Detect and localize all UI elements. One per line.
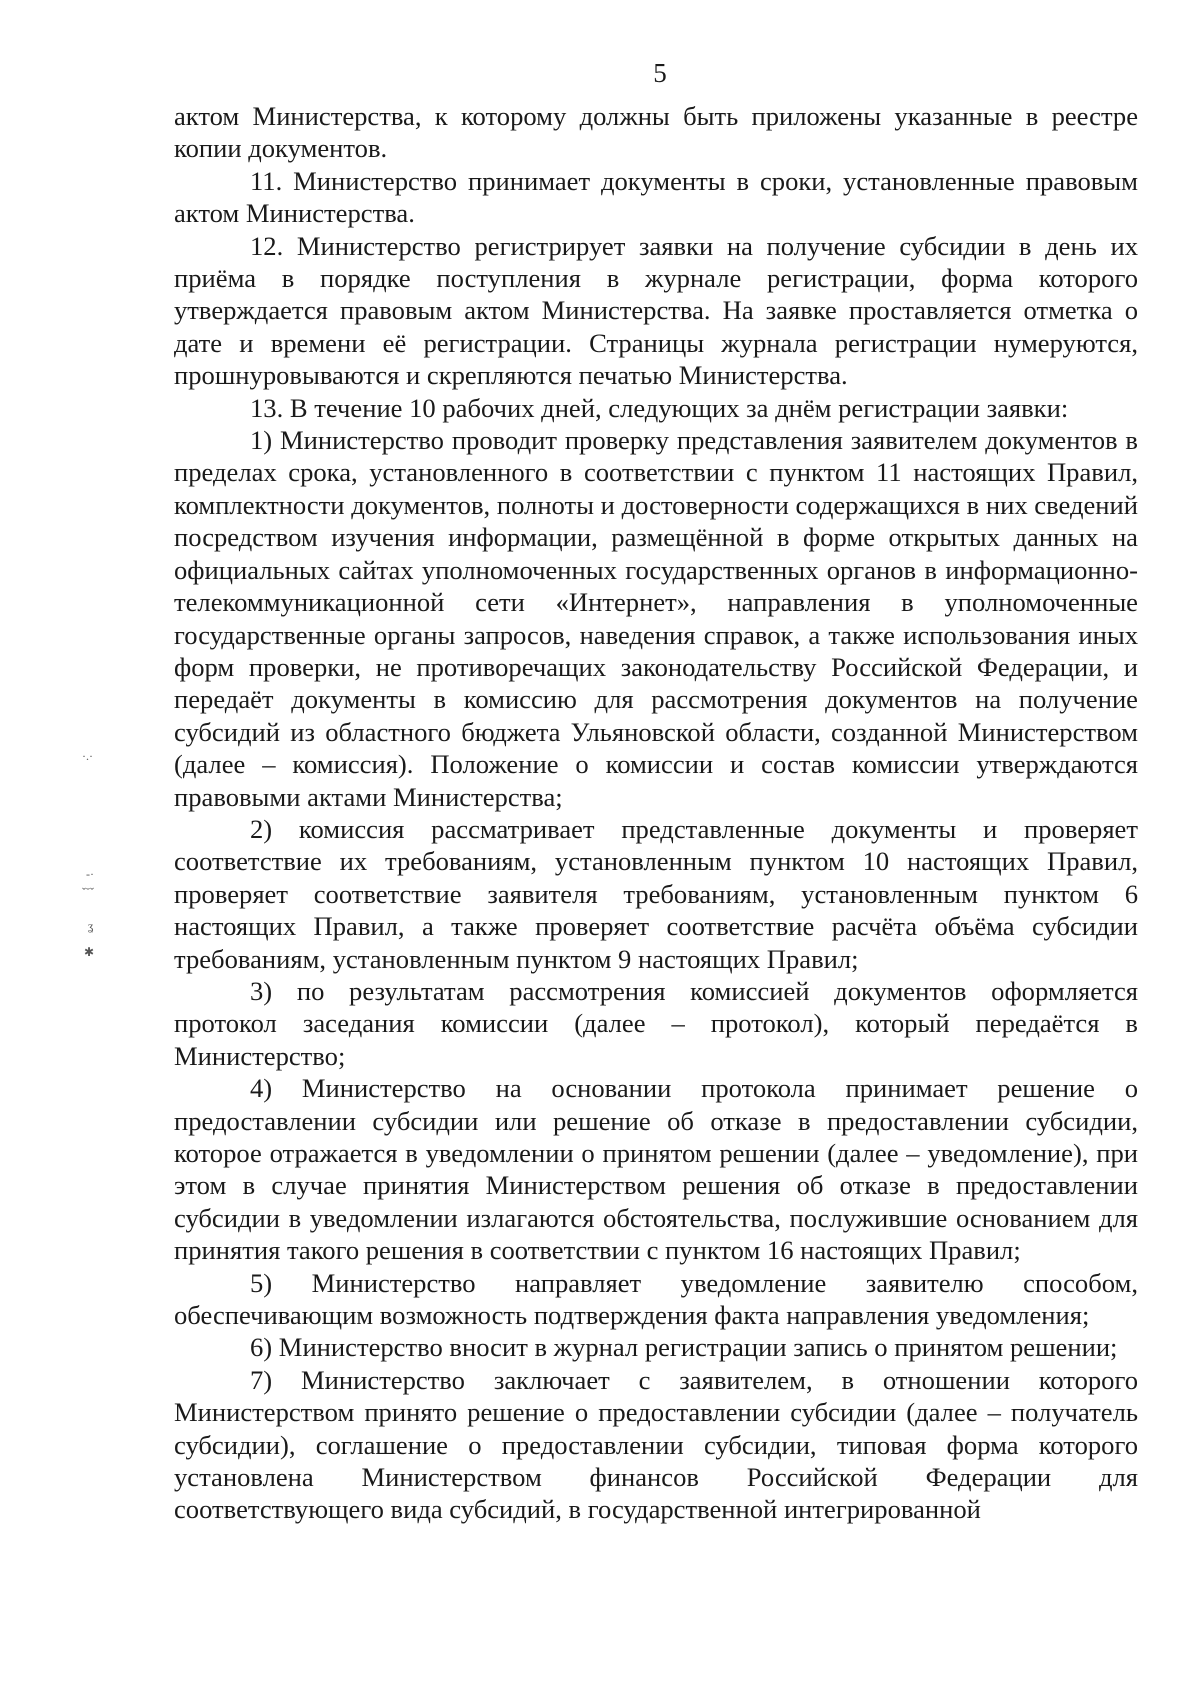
subitem-6: 6) Министерство вносит в журнал регистрации запись о принятом решении; (250, 1332, 1118, 1363)
subitem-1: 1) Министерство проводит проверку представления заявителем документов в пределах срока, установленного в соответствии с пунктом 11 настоящих Правил, комплектности документов, полноты и достоверности содержащихся в них сведений посредством изучения информации, размещённой в форме открытых данных на официальных сайтах уполномоченных государственных органов в информационно-телекоммуникационной сети «Интернет», направления в уполномоченные государственные органы запросов, наведения справок, а также использования иных форм проверки, не противоречащих законодательству Российской Федерации, и передаёт документы в комиссию для рассмотрения документов на получение субсидий из областного бюджета Ульяновской области, созданной Министерством (далее – комиссия). Положение о комиссии и состав комиссии утверждаются правовыми актами Министерства; (174, 425, 1138, 812)
subitem-2: 2) комиссия рассматривает представленные документы и проверяет соответствие их требованиям, установленным пунктом 10 настоящих Правил, проверяет соответствие заявителя требованиям, установленным пунктом 6 настоящих Правил, а также проверяет соответствие расчёта объёма субсидии требованиям, установленным пунктом 9 настоящих Правил; (174, 813, 1138, 974)
document-body (174, 100, 1138, 1526)
page-number: 5 (653, 58, 667, 88)
paragraph-continuation: актом Министерства, к которому должны быть приложены указанные в реестре копии документов. (174, 101, 1138, 164)
paragraph-item-12: 12. Министерство регистрирует заявки на получение субсидии в день их приёма в порядке поступления в журнале регистрации, форма которого утверждается правовым актом Министерства. На заявке проставляется отметка о дате и времени её регистрации. Страницы журнала регистрации нумеруются, прошнуровываются и скрепляются печатью Министерства. (174, 230, 1138, 391)
paragraph-item-13: 13. В течение 10 рабочих дней, следующих за днём регистрации заявки: (250, 392, 1069, 423)
subitem-7: 7) Министерство заключает с заявителем, в отношении которого Министерством принято решение о предоставлении субсидии (далее – получатель субсидии), соглашение о предоставлении субсидии, типовая форма которого установлена Министерством финансов Российской Федерации для соответствующего вида субсидий, в государственной интегрированной (174, 1364, 1138, 1525)
paragraph-item-11: 11. Министерство принимает документы в сроки, установленные правовым актом Министерства. (174, 165, 1138, 229)
subitem-3: 3) по результатам рассмотрения комиссией документов оформляется протокол заседания комиссии (далее – протокол), который передаётся в Министерство; (174, 975, 1138, 1071)
subitem-4: 4) Министерство на основании протокола принимает решение о предоставлении субсидии или решение об отказе в предоставлении субсидии, которое отражается в уведомлении о принятом решении (далее – уведомление), при этом в случае принятия Министерством решения об отказе в предоставлении субсидии в уведомлении излагаются обстоятельства, послужившие основанием для принятия такого решения в соответствии с пунктом 16 настоящих Правил; (174, 1073, 1138, 1266)
subitem-5: 5) Министерство направляет уведомление заявителю способом, обеспечивающим возможность подтверждения факта направления уведомления; (174, 1267, 1138, 1331)
